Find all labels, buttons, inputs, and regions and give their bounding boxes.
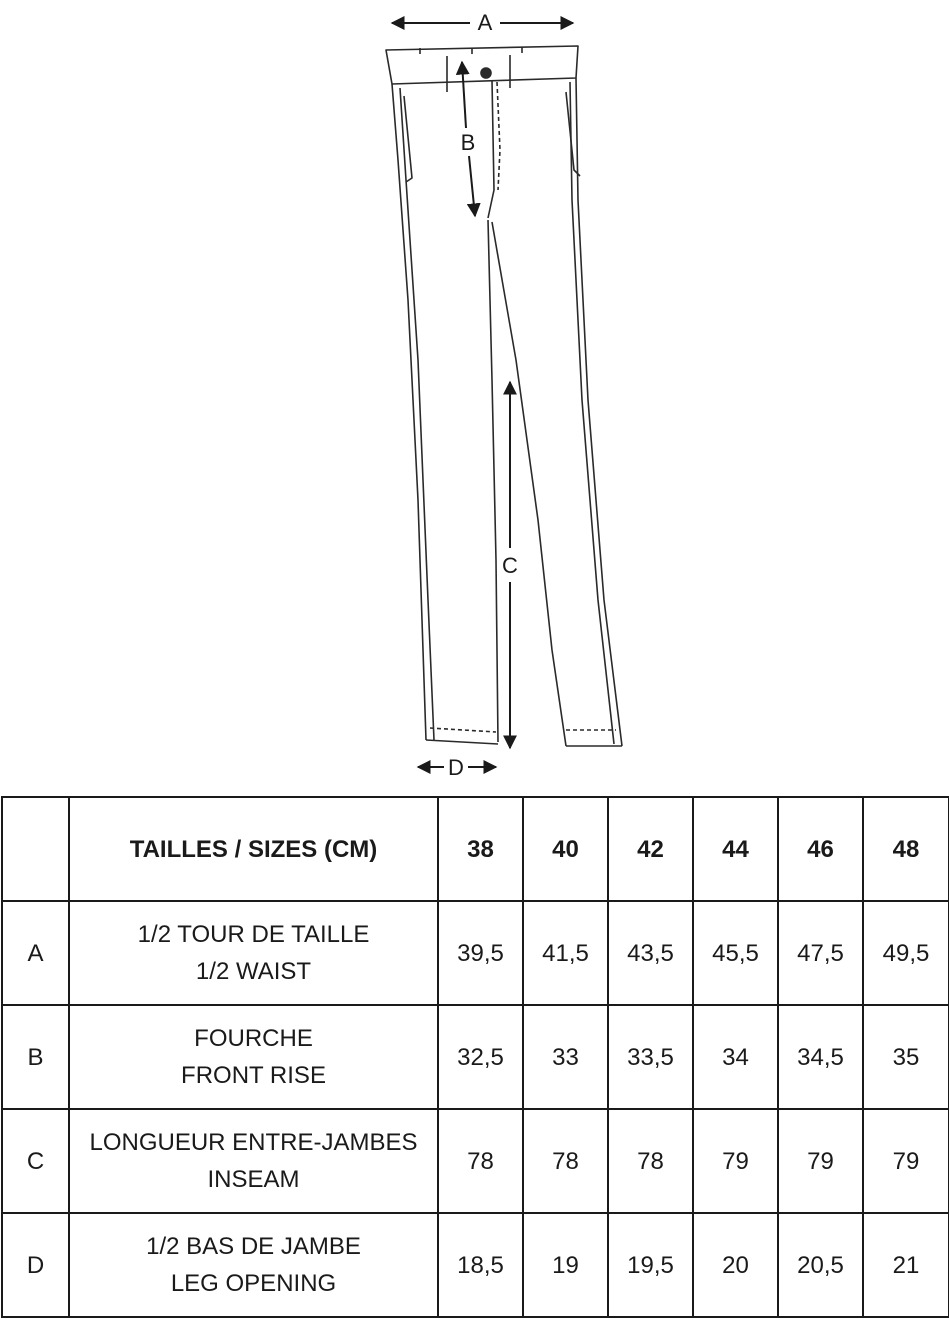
- label-fr: FOURCHE: [194, 1025, 313, 1052]
- value-cell: 34,5: [778, 1005, 863, 1109]
- label-en: 1/2 WAIST: [195, 958, 312, 985]
- size-header: 48: [863, 797, 949, 901]
- size-header: 46: [778, 797, 863, 901]
- dimension-label-a: A: [477, 10, 493, 35]
- measurement-label: [69, 1005, 438, 1109]
- value-cell: 20: [693, 1213, 778, 1317]
- value-cell: 79: [693, 1109, 778, 1213]
- measurement-label: [69, 901, 438, 1005]
- table-row: [2, 1213, 949, 1317]
- pants-outline: [386, 46, 622, 746]
- size-chart-table: [1, 796, 949, 1318]
- label-fr: 1/2 BAS DE JAMBE: [146, 1233, 361, 1260]
- label-en: INSEAM: [207, 1166, 300, 1193]
- value-cell: 41,5: [523, 901, 608, 1005]
- value-cell: 45,5: [693, 901, 778, 1005]
- value-cell: 79: [863, 1109, 949, 1213]
- value-cell: 18,5: [438, 1213, 523, 1317]
- value-cell: 33,5: [608, 1005, 693, 1109]
- value-cell: 43,5: [608, 901, 693, 1005]
- label-en: FRONT RISE: [181, 1062, 326, 1089]
- size-header: 44: [693, 797, 778, 901]
- sizes-title: TAILLES / SIZES (CM): [69, 797, 438, 901]
- value-cell: 19,5: [608, 1213, 693, 1317]
- table-row: [2, 1005, 949, 1109]
- table-row: [2, 1109, 949, 1213]
- size-header: 38: [438, 797, 523, 901]
- size-header: 42: [608, 797, 693, 901]
- value-cell: 47,5: [778, 901, 863, 1005]
- value-cell: 78: [523, 1109, 608, 1213]
- dimension-label-c: C: [502, 553, 518, 578]
- row-key: C: [2, 1109, 69, 1213]
- table-row: [2, 901, 949, 1005]
- label-en: LEG OPENING: [170, 1270, 337, 1297]
- size-header: 40: [523, 797, 608, 901]
- label-fr: 1/2 TOUR DE TAILLE: [137, 921, 370, 948]
- value-cell: 34: [693, 1005, 778, 1109]
- measurement-label: [69, 1109, 438, 1213]
- value-cell: 79: [778, 1109, 863, 1213]
- value-cell: 20,5: [778, 1213, 863, 1317]
- value-cell: 78: [608, 1109, 693, 1213]
- row-key: D: [2, 1213, 69, 1317]
- header-corner-cell: [2, 797, 69, 901]
- dimension-label-b: B: [460, 130, 476, 155]
- value-cell: 19: [523, 1213, 608, 1317]
- value-cell: 35: [863, 1005, 949, 1109]
- label-fr: LONGUEUR ENTRE-JAMBES: [89, 1129, 418, 1156]
- value-cell: 21: [863, 1213, 949, 1317]
- value-cell: 39,5: [438, 901, 523, 1005]
- value-cell: 78: [438, 1109, 523, 1213]
- row-key: B: [2, 1005, 69, 1109]
- measurement-label: [69, 1213, 438, 1317]
- dimension-label-d: D: [448, 755, 464, 780]
- value-cell: 32,5: [438, 1005, 523, 1109]
- table-header-row: [2, 797, 949, 901]
- value-cell: 49,5: [863, 901, 949, 1005]
- row-key: A: [2, 901, 69, 1005]
- value-cell: 33: [523, 1005, 608, 1109]
